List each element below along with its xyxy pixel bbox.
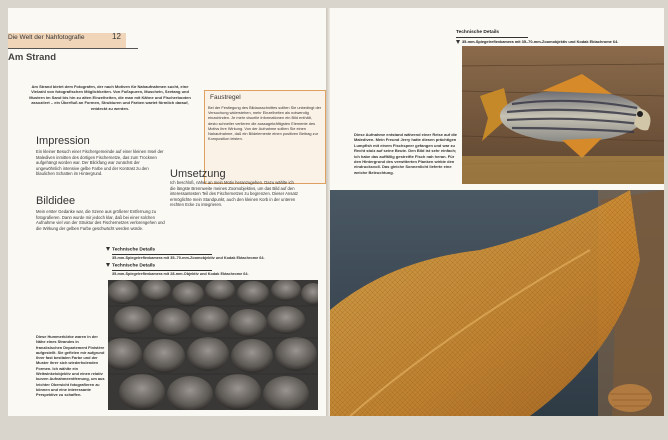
bildidee-heading: Bildidee	[36, 195, 76, 207]
tech-details-right	[456, 30, 499, 35]
tech-details-2	[106, 263, 155, 268]
umsetzung-text: Ich beschloß, näher an mein Motiv heranzugehen. Dazu wählte ich die längste Brennweite meines Zoomobjektivs, um das Bild auf den interessantesten Teil des Fischernetzes zu begrenzen. Dieser Ansatz ermöglichte mein Standpunkt, auch den kleinen Korb in der unteren rechten Ecke zu integrieren.	[170, 180, 298, 208]
umsetzung-heading: Umsetzung	[170, 168, 226, 180]
header-rule	[8, 48, 138, 49]
impression-text: Ein kleiner Besuch einer Fischergemeinde auf einer kleinen Insel der Malediven inmitten des dortigen Fischernetze, das zum Trocknen aufgehängt worden war. Der Blickfang war zunächst der ungewöhnlich intensive gelbe Farbe und der Kontrast zu den blaulichen Schatten im Hintergrund.	[36, 149, 164, 177]
triangle-icon	[456, 40, 460, 44]
tech-details-2-line: 35-mm-Spiegelreflexkamera mit 28-mm-Objektiv und Kodak Ektachrome 64.	[112, 272, 249, 276]
tech-rule-2	[112, 270, 212, 271]
tech-details-2-heading: Technische Details	[112, 263, 156, 269]
triangle-icon	[106, 247, 110, 251]
running-head: Die Welt der Nahfotografie	[8, 34, 85, 41]
tech-details-right-text: 35-mm-Spiegelreflexkamera mit 35–70-mm-Zoomobjektiv und Kodak Ektachrome 64.	[462, 39, 619, 44]
faustregel-heading: Faustregel	[210, 94, 241, 101]
left-page	[8, 8, 326, 416]
lobster-pots-image	[108, 280, 318, 410]
bildidee-text: Mein erster Gedanke war, die Szene aus größerer Entfernung zu fotografieren. Dann wurde mir jedoch klar, daß bei einer solchen Aufnahme viel von der Struktur des Fischernetzes verlorengehen und die Wirkung der gelben Farbe geschwächt werden würde.	[36, 209, 165, 231]
intro-text: Am Strand bietet dem Fotografen, der nach Motiven für Nahaufnahmen sucht, eine Vielzahl von fotografischen Möglichkeiten. Von Fußspuren, Muscheln, Seetang und Mustern im Sand bis hin zu alten Einzelheiten, die man mit Kähne und Fischerbooten assoziiert – ein Überfluß an Formen, Strukturen und Farben wartet förmlich darauf, entdeckt zu werden.	[29, 84, 191, 111]
fish-caption: Diese Aufnahme entstand während einer Reise auf die Malediven. Mein Freund Jerry hatte diesen prächtigen Lumpfish mit einem Fischspeer gefangen und war zu Recht stolz auf seine Beute. Den Bild ist sehr einfach; ich habe das auffällig gestreifte Fisch nah heran. Für den Hintergrund des verwitterten Planken wirkte den eindrucksvoll. Das gleiche Sonnenlicht lieferte eine weiche Beleuchtung.	[354, 132, 457, 175]
lobster-pots-photo	[108, 280, 318, 410]
impression-heading: Impression	[36, 135, 90, 147]
tech-details-1-heading: Technische Details	[112, 247, 156, 253]
page-number: 12	[112, 32, 121, 41]
fishing-net-photo	[330, 190, 664, 416]
tech-details-1-line: 35-mm-Spiegelreflexkamera mit 35–70-mm-Zoomobjektiv und Kodak Ektachrome 64.	[112, 256, 265, 260]
fishing-net-image	[330, 190, 664, 416]
faustregel-text: Bei der Festlegung des Bildausschnittes sollten Sie unbedingt der Versuchung widerstehen, mehr Einzelheiten als notwendig einzubinden. Je mehr visuelle Informationen ein Bild enthält, desto schneller verlieren die aussagekräftigsten Elemente des Motivs ihre Wirkung. Von der Aufnahme sollten Sie einen Nahaufnahme, daß ein Bildelemente einen positiven Beitrag zur Komposition leisten.	[208, 105, 322, 142]
tech-details-right-heading: Technische Details	[456, 30, 500, 35]
section-title: Am Strand	[8, 52, 57, 63]
fish-image	[462, 46, 664, 184]
triangle-icon	[106, 263, 110, 267]
tech-details-right-line	[456, 39, 661, 44]
fish-photo	[462, 46, 664, 184]
lobster-pots-caption: Diese Hummerkörbe waren in der Nähe eines Strandes in französischen Departement Finistère aufgestellt. Sie gefielen mir aufgrund ihrer fast bestialen Farbe und der Muster ihrer sich wiederholenden Formen. Ich wählte ein Weitwinkelobjektiv und einen relativ kurzen Aufnahmeentfernung, um aus leichter Obersicht fotografieren zu können und eine interessante Perspektive zu schaffen.	[36, 334, 105, 398]
right-page	[330, 8, 664, 416]
tech-rule-1	[112, 254, 212, 255]
tech-rule-right	[456, 37, 528, 38]
tech-details-1	[106, 247, 155, 252]
